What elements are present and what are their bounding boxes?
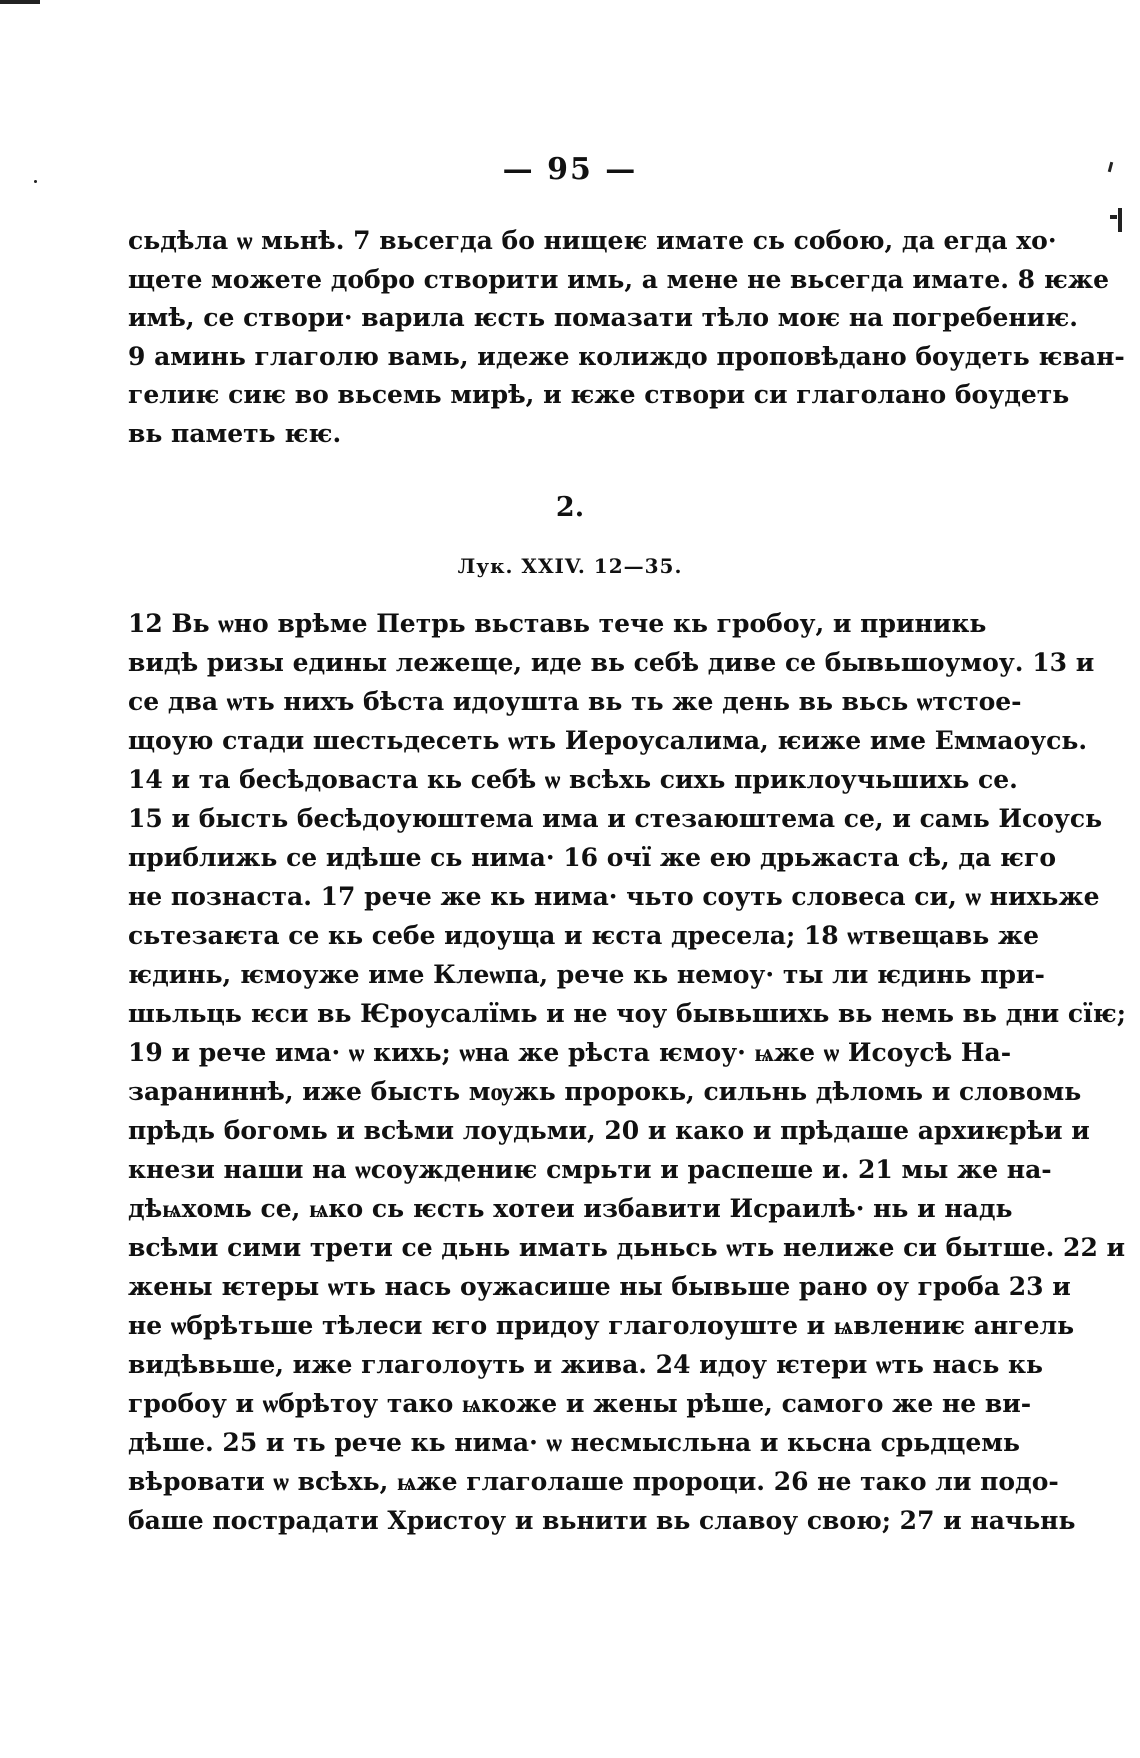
text-line: 19 и рече има· ѡ кихь; ѡна же рѣста ѥмоу· ѩже ѡ Исоусѣ На-	[128, 1038, 1012, 1067]
text-line: сьдѣла ѡ мьнѣ. 7 вьсегда бо нищеѥ имате сь собою, да егда хо·	[128, 226, 1057, 255]
margin-mark	[1110, 215, 1117, 219]
text-line: видѣвьше, иже глаголоуть и жива. 24 идоу ѥтери ѡть нась кь	[128, 1350, 1044, 1379]
text-line: щете можете добро створити имь, а мене не вьсегда имате. 8 ѥже	[128, 264, 1110, 294]
text-line: зараниннѣ, иже бысть мѹжь пророкь, сильнь дѣломь и словомь	[128, 1077, 1082, 1106]
scan-edge-mark	[0, 0, 40, 4]
margin-mark	[1118, 208, 1122, 232]
page-number: — 95 —	[502, 152, 638, 187]
text-line: 9 аминь глаголю вамь, идеже колиждо проповѣдано боудеть ѥван-	[128, 341, 1125, 371]
text-line: кнези наши на ѡсоуждениѥ смрьти и распеше и. 21 мы же на-	[128, 1155, 1052, 1184]
text-line: баше пострадати Христоу и вьнити вь славоу свою; 27 и начьнь	[128, 1506, 1076, 1535]
text-line: дѣше. 25 и ть рече кь нима· ѡ несмысльна и кьсна срьдцемь	[128, 1428, 1020, 1457]
text-line: гробоу и ѡбрѣтоу тако ѩкоже и жены рѣше, самого же не ви-	[128, 1389, 1032, 1418]
text-line: вь паметь ѥѥ.	[128, 418, 342, 448]
text-line: щоую стади шестьдесеть ѡть Иероусалима, ѥиже име Еммаоусь.	[128, 726, 1088, 755]
text-line: не ѡбрѣтьше тѣлеси ѥго придоу глаголоуште и ѩвлениѥ ангель	[128, 1311, 1075, 1340]
text-line: сьтезаѥта се кь себе идоуща и ѥста дресела; 18 ѡтвещавь же	[128, 921, 1040, 950]
text-line: ѥдинь, ѥмоуже име Клеѡпа, рече кь немоу· ты ли ѥдинь при-	[128, 960, 1045, 989]
text-line: видѣ ризы едины лежеще, иде вь себѣ диве се бывьшоумоу. 13 и	[128, 648, 1095, 677]
text-line: не познаста. 17 рече же кь нима· чьто соуть словеса си, ѡ нихьже	[128, 882, 1100, 911]
text-line: 14 и та бесѣдоваста кь себѣ ѡ всѣхь сихь приклоучьшихь се.	[128, 765, 1018, 794]
text-line: шьльць ѥси вь Ѥроусалїмь и не чоу бывьшихь вь немь вь дни сїѥ;	[128, 999, 1126, 1028]
text-line: всѣми сими трети се дьнь имать дьньсь ѡть нелиже си бытше. 22 и	[128, 1233, 1126, 1262]
text-line: 15 и бысть бесѣдоуюштема има и стезаюштема се, и самь Исоусь	[128, 804, 1103, 833]
scripture-reference: Лук. XXIV. 12—35.	[457, 554, 683, 578]
text-line: прѣдь богомь и всѣми лоудьми, 20 и како и прѣдаше архиѥрѣи и	[128, 1116, 1090, 1145]
section-number: 2.	[555, 492, 585, 523]
text-line: приближь се идѣше сь нима· 16 очї же ею дрьжаста сѣ, да ѥго	[128, 843, 1057, 872]
text-line: жены ѥтеры ѡть нась оужасише ны бывьше рано оу гроба 23 и	[128, 1272, 1071, 1301]
text-line: 12 Вь ѡно врѣме Петрь вьставь тече кь гробоу, и приникь	[128, 609, 987, 638]
text-line: имѣ, се створи· варила ѥсть помазати тѣло моѥ на погребениѥ.	[128, 303, 1078, 332]
text-line: вѣровати ѡ всѣхь, ѩже глаголаше пророци. 26 не тако ли подо-	[128, 1467, 1059, 1496]
text-line: се два ѡть нихъ бѣста идоушта вь ть же день вь вьсь ѡтстое-	[128, 687, 1022, 716]
text-line: дѣѩхомь се, ѩко сь ѥсть хотеи избавити Исраилѣ· нь и надь	[128, 1194, 1013, 1223]
text-line: гелиѥ сиѥ во вьсемь мирѣ, и ѥже створи си глаголано боудеть	[128, 380, 1070, 409]
scripture-passage	[128, 604, 1126, 1540]
paragraph-continuation	[128, 222, 1125, 453]
